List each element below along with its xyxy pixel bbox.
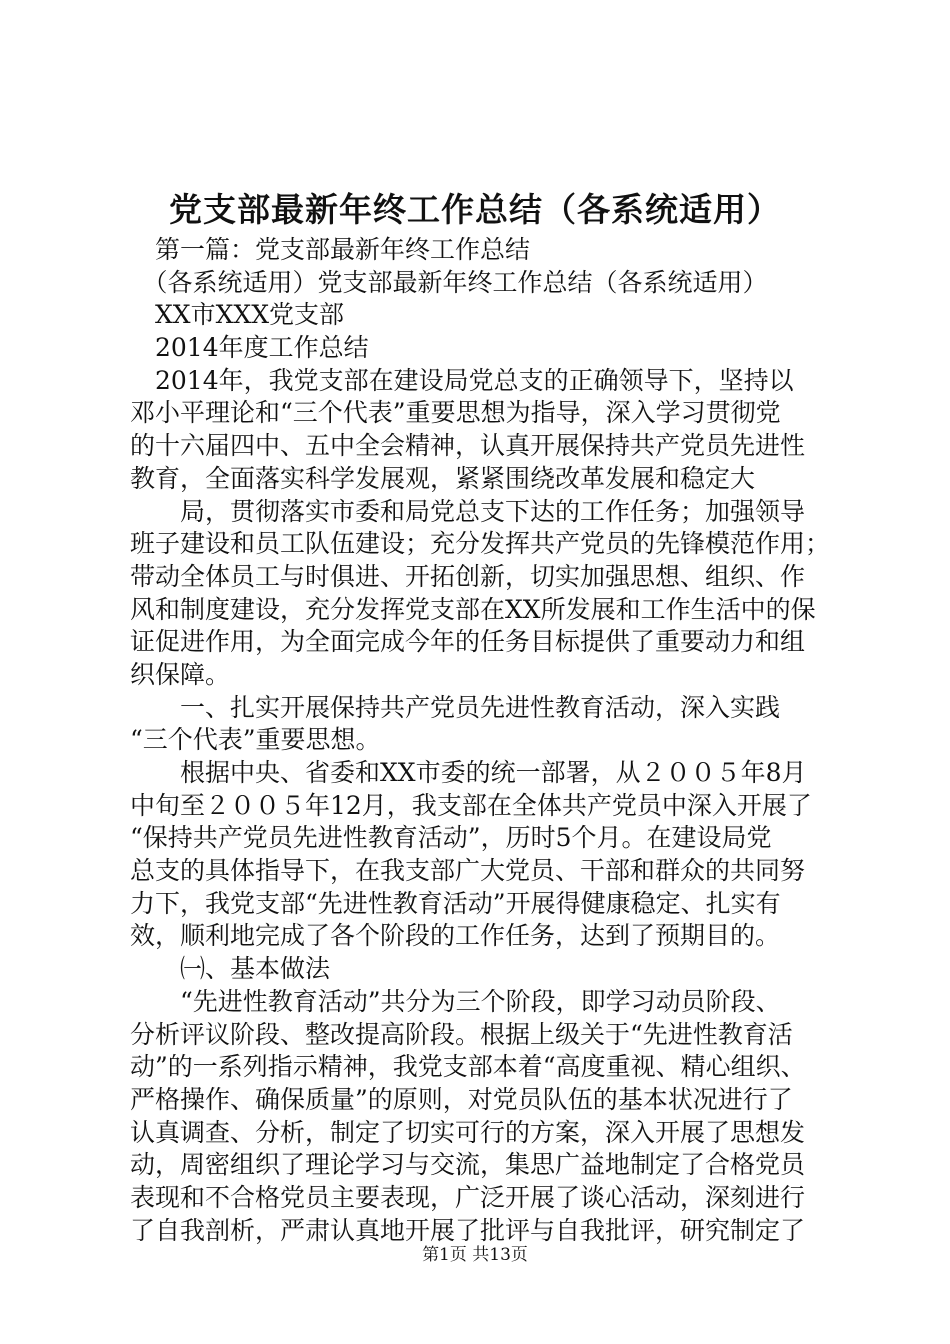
text-line: 效，顺利地完成了各个阶段的工作任务，达到了预期目的。 <box>130 921 781 951</box>
text-line: 了自我剖析，严肃认真地开展了批评与自我批评，研究制定了 <box>130 1215 806 1245</box>
text-line: 表现和不合格党员主要表现，广泛开展了谈心活动，深刻进行 <box>130 1182 806 1212</box>
text-line: 风和制度建设，充分发挥党支部在XX所发展和工作生活中的保 <box>130 594 816 624</box>
text-line: 认真调查、分析，制定了切实可行的方案，深入开展了思想发 <box>130 1117 806 1147</box>
section-heading: 一、扎实开展保持共产党员先进性教育活动，深入实践 <box>130 692 781 722</box>
text-line: “保持共产党员先进性教育活动”，历时5个月。在建设局党 <box>130 823 772 853</box>
text-line: 带动全体员工与时俱进、开拓创新，切实加强思想、组织、作 <box>130 561 806 591</box>
text-line: 根据中央、省委和XX市委的统一部署，从２００５年8月 <box>130 758 807 787</box>
text-line: 织保障。 <box>130 659 231 689</box>
page-number-footer: 第1页 共13页 <box>422 1245 528 1265</box>
text-line: 动”的一系列指示精神，我党支部本着“高度重视、精心组织、 <box>130 1052 806 1082</box>
text-line: “先进性教育活动”共分为三个阶段，即学习动员阶段、 <box>130 986 781 1016</box>
text-line: 总支的具体指导下，在我支部广大党员、干部和群众的共同努 <box>130 856 806 886</box>
document-body <box>130 234 835 1247</box>
text-line: 局，贯彻落实市委和局党总支下达的工作任务；加强领导 <box>130 496 806 526</box>
text-line: 教育，全面落实科学发展观，紧紧围绕改革发展和稳定大 <box>130 463 756 493</box>
section-heading: “三个代表”重要思想。 <box>130 725 381 755</box>
text-line: 2014年，我党支部在建设局党总支的正确领导下，坚持以 <box>130 365 794 395</box>
text-line: 的十六届四中、五中全会精神，认真开展保持共产党员先进性 <box>130 431 806 461</box>
text-line: 证促进作用，为全面完成今年的任务目标提供了重要动力和组 <box>130 627 806 657</box>
document-title: 党支部最新年终工作总结（各系统适用） <box>169 190 781 229</box>
text-line: 第一篇：党支部最新年终工作总结 <box>130 235 531 264</box>
text-line: 动，周密组织了理论学习与交流，集思广益地制定了合格党员 <box>130 1150 806 1180</box>
text-line: 2014年度工作总结 <box>130 333 369 363</box>
text-line: 班子建设和员工队伍建设；充分发挥共产党员的先锋模范作用； <box>130 529 831 559</box>
text-line: 分析评议阶段、整改提高阶段。根据上级关于“先进性教育活 <box>130 1019 793 1049</box>
text-line: 力下，我党支部“先进性教育活动”开展得健康稳定、扎实有 <box>130 888 781 918</box>
text-line: 中旬至２００５年12月，我支部在全体共产党员中深入开展了 <box>130 790 812 820</box>
text-line: 严格操作、确保质量”的原则，对党员队伍的基本状况进行了 <box>130 1084 793 1114</box>
subsection-heading: ㈠、基本做法 <box>130 954 331 984</box>
text-line: （各系统适用）党支部最新年终工作总结（各系统适用） <box>130 267 768 297</box>
text-line: XX市XXX党支部 <box>130 300 344 330</box>
text-line: 邓小平理论和“三个代表”重要思想为指导，深入学习贯彻党 <box>130 398 781 428</box>
